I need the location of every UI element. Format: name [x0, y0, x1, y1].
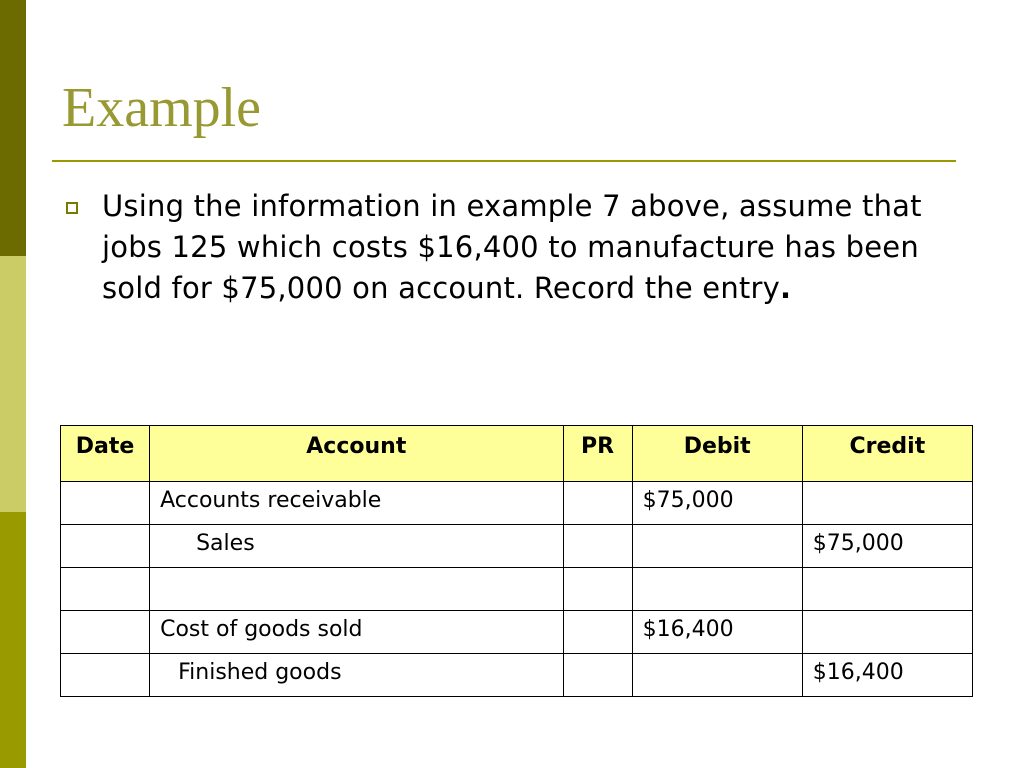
header-account: Account [150, 426, 563, 482]
cell-credit [802, 611, 972, 654]
bullet-text [102, 186, 942, 309]
cell-date [61, 525, 150, 568]
cell-debit [632, 525, 802, 568]
bullet-text-body: Using the information in example 7 above, assume that jobs 125 which costs $16,400 to manufacture has been sold for $75,000 on account. Record the entry [102, 189, 922, 305]
cell-pr [563, 568, 632, 611]
cell-pr [563, 611, 632, 654]
square-bullet-icon [66, 202, 78, 214]
table-row [61, 654, 973, 697]
left-stripe-middle [0, 256, 26, 512]
cell-pr [563, 525, 632, 568]
cell-account: Cost of goods sold [150, 611, 563, 654]
cell-credit [802, 568, 972, 611]
table-row [61, 525, 973, 568]
cell-date [61, 611, 150, 654]
cell-account: Accounts receivable [150, 482, 563, 525]
cell-credit: $75,000 [802, 525, 972, 568]
title-underline [52, 160, 956, 162]
left-stripe-bottom [0, 512, 26, 768]
cell-date [61, 568, 150, 611]
left-stripe-top [0, 0, 26, 256]
bullet-text-period: . [779, 271, 792, 305]
cell-date [61, 482, 150, 525]
slide-title: Example [62, 77, 262, 139]
cell-pr [563, 654, 632, 697]
cell-debit [632, 568, 802, 611]
cell-date [61, 654, 150, 697]
bullet-item [62, 186, 942, 309]
cell-account: Sales [150, 525, 563, 568]
cell-credit [802, 482, 972, 525]
header-credit: Credit [802, 426, 972, 482]
header-debit: Debit [632, 426, 802, 482]
cell-pr [563, 482, 632, 525]
cell-credit: $16,400 [802, 654, 972, 697]
cell-debit [632, 654, 802, 697]
table-row [61, 482, 973, 525]
cell-debit: $75,000 [632, 482, 802, 525]
table-row [61, 611, 973, 654]
header-date: Date [61, 426, 150, 482]
cell-debit: $16,400 [632, 611, 802, 654]
cell-account [150, 568, 563, 611]
cell-account: Finished goods [150, 654, 563, 697]
journal-entry-table [60, 425, 973, 697]
table-row [61, 568, 973, 611]
table-header-row [61, 426, 973, 482]
header-pr: PR [563, 426, 632, 482]
